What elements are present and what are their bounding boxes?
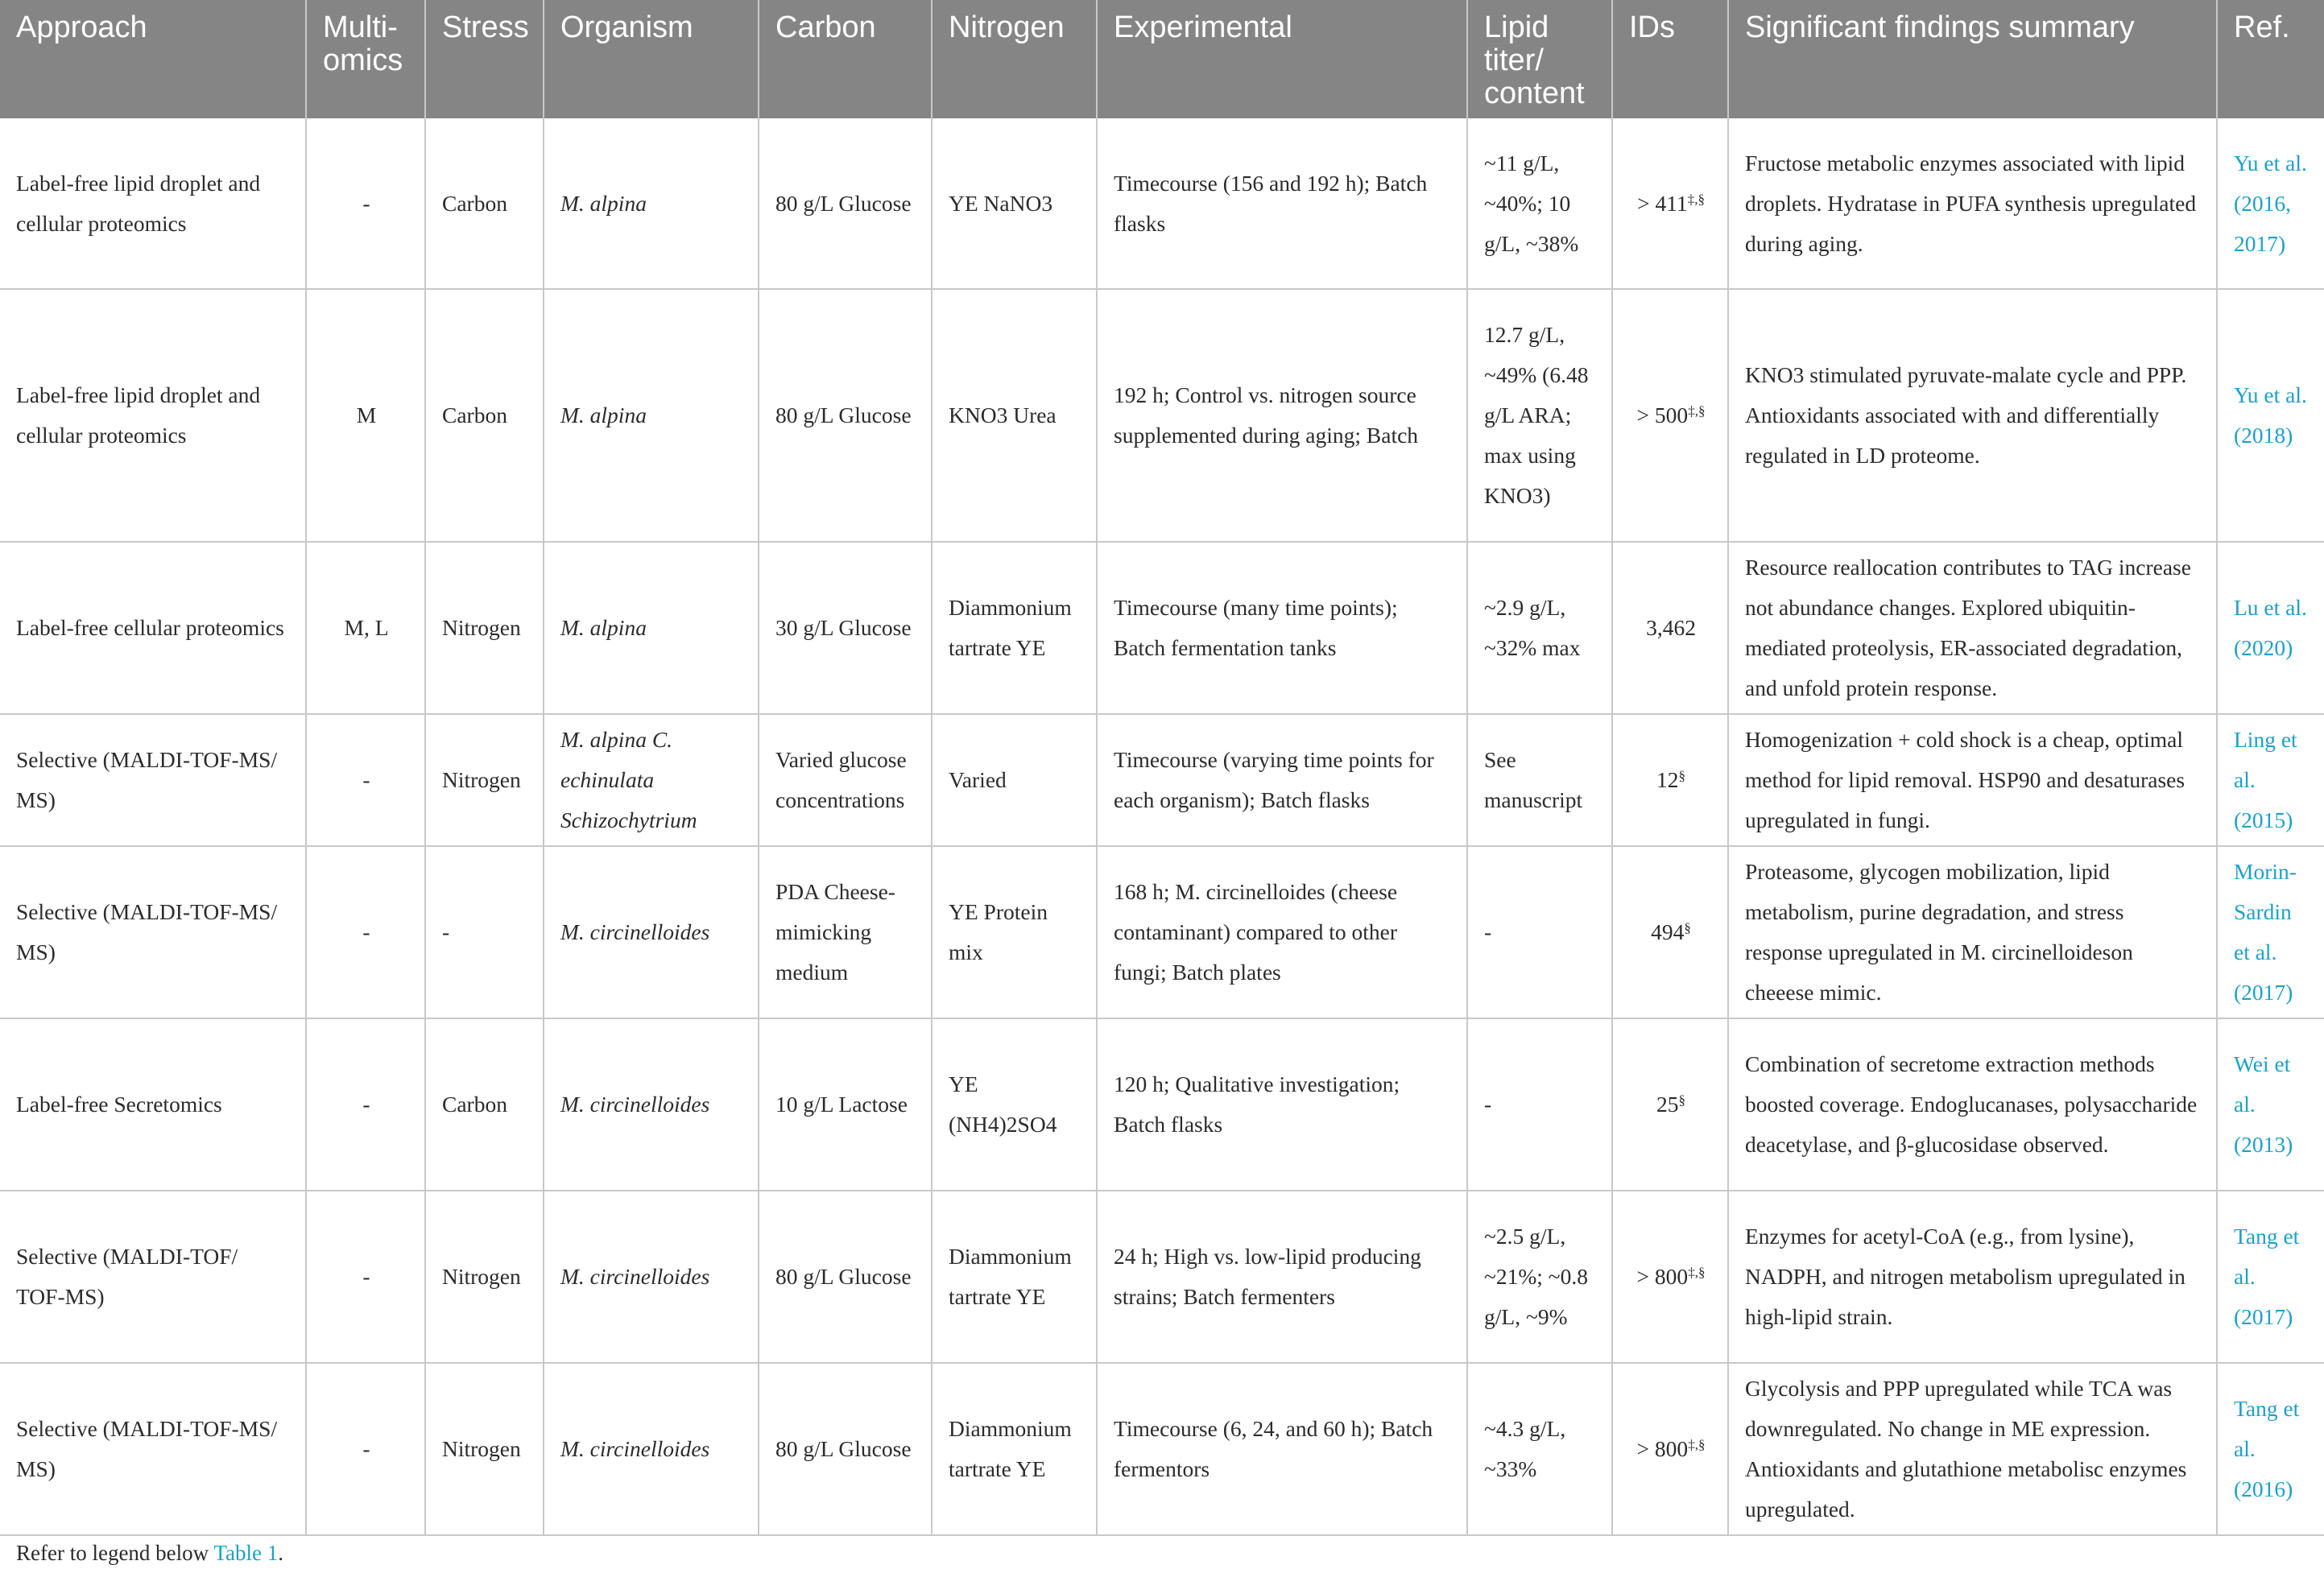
approach-cell-text: Selective (MALDI-TOF-MS/ MS) [16,899,278,964]
stress-cell [425,846,544,1018]
ids-footnote-marker: § [1678,1092,1685,1108]
findings-cell [1728,1363,2217,1535]
multi-omics-cell-text: - [362,1436,370,1461]
stress-cell-text: Carbon [442,1092,507,1117]
ref-cell[interactable] [2217,542,2324,714]
ids-cell-text: > 411 [1637,190,1688,216]
stress-cell-text: Nitrogen [442,767,521,792]
footnote-end: . [278,1541,284,1565]
lipid-cell-text: - [1484,1092,1492,1117]
nitrogen-cell [932,1191,1097,1363]
organism-cell [544,1018,759,1191]
lipid-cell [1467,1018,1612,1191]
findings-cell [1728,1191,2217,1363]
nitrogen-cell [932,1363,1097,1535]
carbon-cell-text: 80 g/L Glucose [775,403,912,427]
organism-cell-text: M. alpina [560,615,647,640]
ref-cell[interactable] [2217,118,2324,289]
table-footnote [16,1539,283,1567]
lipid-cell-text: ~11 g/L, ~40%; 10 g/L, ~38% [1484,150,1579,256]
multi-omics-cell [306,1363,425,1535]
table-row [0,714,2324,846]
ref-cell[interactable] [2217,1363,2324,1535]
stress-cell-text: - [442,919,450,944]
ids-cell-text: 494 [1651,919,1685,944]
experimental-cell [1097,542,1467,714]
findings-cell [1728,1018,2217,1191]
ref-cell[interactable] [2217,846,2324,1018]
experimental-cell-text: 24 h; High vs. low-lipid producing strains; Batch fermenters [1114,1244,1421,1309]
ref-cell[interactable] [2217,289,2324,542]
ids-cell [1612,1363,1728,1535]
table-row [0,289,2324,542]
carbon-cell [759,1191,932,1363]
ids-cell-text: > 500 [1636,403,1689,427]
carbon-cell-text: 10 g/L Lactose [775,1092,908,1117]
header-multi-omics: Multi-omics [306,0,425,118]
organism-cell [544,846,759,1018]
stress-cell-text: Nitrogen [442,615,521,640]
multi-omics-cell [306,1191,425,1363]
ids-footnote-marker: ‡,§ [1688,1437,1706,1452]
approach-cell [0,1191,306,1363]
approach-cell [0,1363,306,1535]
multi-omics-cell-text: - [362,767,370,792]
ids-cell-text: > 800 [1636,1436,1689,1461]
lipid-cell-text: See manuscript [1484,747,1583,812]
table-row [0,1363,2324,1535]
lipid-cell [1467,1363,1612,1535]
ref-cell-text: Ling et al. (2015) [2234,727,2297,832]
header-approach: Approach [0,0,306,118]
table-row [0,1018,2324,1191]
stress-cell-text: Carbon [442,190,507,216]
multi-omics-cell [306,118,425,289]
findings-cell-text: Fructose metabolic enzymes associated with lipid droplets. Hydratase in PUFA synthesis upregulated during aging. [1745,150,2197,256]
ids-cell-text: 12 [1656,767,1679,792]
findings-cell-text: KNO3 stimulated pyruvate-malate cycle and PPP. Antioxidants associated with and differentially regulated in LD proteome. [1745,362,2187,468]
findings-cell [1728,118,2217,289]
stress-cell-text: Nitrogen [442,1264,521,1289]
experimental-cell-text: Timecourse (6, 24, and 60 h); Batch fermentors [1114,1416,1433,1481]
findings-cell [1728,714,2217,846]
experimental-cell [1097,846,1467,1018]
header-row [0,0,2324,118]
carbon-cell [759,1018,932,1191]
approach-cell-text: Label-free cellular proteomics [16,615,284,640]
multi-omics-cell-text: - [362,1092,370,1117]
carbon-cell [759,542,932,714]
stress-cell [425,1018,544,1191]
ref-cell-text: Morin-Sardin et al. (2017) [2234,859,2297,1005]
ids-cell-text: 25 [1656,1092,1679,1117]
ref-cell-text: Tang et al. (2016) [2234,1396,2300,1501]
organism-cell [544,118,759,289]
organism-cell-text: M. circinelloides [560,1436,710,1461]
findings-cell-text: Proteasome, glycogen mobilization, lipid metabolism, purine degradation, and stress response upregulated in M. circinelloideson cheeese mimic. [1745,859,2133,1005]
ref-cell-text: Lu et al. (2020) [2234,595,2307,660]
multi-omics-cell [306,714,425,846]
carbon-cell-text: 80 g/L Glucose [775,1264,912,1289]
multi-omics-cell-text: - [362,919,370,944]
stress-cell [425,1363,544,1535]
lipid-cell [1467,542,1612,714]
approach-cell-text: Label-free lipid droplet and cellular proteomics [16,382,261,448]
nitrogen-cell-text: Diammonium tartrate YE [949,1416,1072,1481]
organism-cell-text: M. alpina C. echinulata Schizochytrium [560,727,697,832]
carbon-cell-text: PDA Cheese-mimicking medium [775,879,895,985]
multi-omics-cell-text: - [362,190,370,216]
ref-cell-text: Yu et al. (2016, 2017) [2234,150,2307,256]
approach-cell [0,118,306,289]
ids-cell [1612,542,1728,714]
approach-cell [0,846,306,1018]
header-organism: Organism [544,0,759,118]
ref-cell[interactable] [2217,714,2324,846]
experimental-cell [1097,1018,1467,1191]
approach-cell-text: Selective (MALDI-TOF-MS/ MS) [16,1416,278,1481]
header-findings: Significant findings summary [1728,0,2217,118]
carbon-cell [759,846,932,1018]
approach-cell [0,714,306,846]
nitrogen-cell [932,714,1097,846]
organism-cell-text: M. circinelloides [560,1264,710,1289]
stress-cell [425,1191,544,1363]
ids-cell [1612,289,1728,542]
nitrogen-cell-text: Diammonium tartrate YE [949,595,1072,660]
nitrogen-cell [932,118,1097,289]
organism-cell [544,542,759,714]
stress-cell-text: Nitrogen [442,1436,521,1461]
nitrogen-cell-text: Diammonium tartrate YE [949,1244,1072,1309]
findings-cell [1728,846,2217,1018]
lipid-cell-text: - [1484,919,1492,944]
table-row [0,846,2324,1018]
organism-cell [544,714,759,846]
ids-cell-text: > 800 [1636,1264,1689,1289]
nitrogen-cell-text: KNO3 Urea [949,403,1057,427]
carbon-cell [759,118,932,289]
experimental-cell [1097,1191,1467,1363]
multi-omics-cell [306,289,425,542]
experimental-cell-text: Timecourse (varying time points for each organism); Batch flasks [1114,747,1434,812]
nitrogen-cell-text: YE NaNO3 [949,190,1053,216]
ids-cell [1612,1018,1728,1191]
lipid-cell [1467,118,1612,289]
approach-cell-text: Label-free Secretomics [16,1092,222,1117]
lipid-cell-text: ~4.3 g/L, ~33% [1484,1416,1566,1481]
organism-cell-text: M. alpina [560,190,647,216]
lipid-cell-text: ~2.5 g/L, ~21%; ~0.8 g/L, ~9% [1484,1224,1589,1329]
nitrogen-cell-text: YE (NH4)2SO4 [949,1071,1057,1137]
organism-cell [544,1363,759,1535]
experimental-cell-text: Timecourse (many time points); Batch fermentation tanks [1114,595,1398,660]
multi-omics-cell [306,542,425,714]
lipid-cell [1467,846,1612,1018]
ids-footnote-marker: ‡,§ [1688,1265,1706,1280]
nitrogen-cell-text: YE Protein mix [949,899,1048,964]
carbon-cell-text: Varied glucose concentrations [775,747,907,812]
ids-cell [1612,846,1728,1018]
nitrogen-cell [932,542,1097,714]
ids-cell [1612,118,1728,289]
ref-cell-text: Yu et al. (2018) [2234,382,2307,448]
organism-cell [544,1191,759,1363]
ref-cell-text: Tang et al. (2017) [2234,1224,2300,1329]
ids-cell [1612,714,1728,846]
experimental-cell [1097,714,1467,846]
experimental-cell [1097,1363,1467,1535]
experimental-cell-text: Timecourse (156 and 192 h); Batch flasks [1114,170,1428,236]
table-row [0,118,2324,289]
ids-footnote-marker: ‡,§ [1687,191,1705,207]
ref-cell[interactable] [2217,1191,2324,1363]
findings-cell-text: Resource reallocation contributes to TAG increase not abundance changes. Explored ubiquitin-mediated proteolysis, ER-associated degradation, and unfold protein response. [1745,555,2191,700]
findings-cell [1728,542,2217,714]
carbon-cell-text: 80 g/L Glucose [775,1436,912,1461]
carbon-cell-text: 80 g/L Glucose [775,190,912,216]
approach-cell-text: Selective (MALDI-TOF/ TOF-MS) [16,1244,238,1309]
multi-omics-cell-text: M, L [344,615,389,640]
stress-cell [425,542,544,714]
organism-cell-text: M. alpina [560,403,647,427]
lipid-cell [1467,714,1612,846]
stress-cell [425,289,544,542]
findings-cell-text: Glycolysis and PPP upregulated while TCA was downregulated. No change in ME expression. Antioxidants and glutathione metabolisc enzymes upregulated. [1745,1376,2187,1522]
approach-cell-text: Label-free lipid droplet and cellular proteomics [16,170,261,236]
findings-cell-text: Enzymes for acetyl-CoA (e.g., from lysine), NADPH, and nitrogen metabolism upregulated in high-lipid strain. [1745,1224,2185,1329]
carbon-cell [759,289,932,542]
stress-cell [425,714,544,846]
ids-footnote-marker: § [1678,768,1685,783]
header-carbon: Carbon [759,0,932,118]
approach-cell [0,542,306,714]
ids-footnote-marker: § [1684,920,1691,935]
table-row [0,542,2324,714]
nitrogen-cell [932,289,1097,542]
lipid-cell [1467,1191,1612,1363]
stress-cell-text: Carbon [442,403,507,427]
organism-cell [544,289,759,542]
stress-cell [425,118,544,289]
table-row [0,1191,2324,1363]
header-experimental: Experimental [1097,0,1467,118]
ref-cell[interactable] [2217,1018,2324,1191]
multi-omics-cell [306,846,425,1018]
experimental-cell [1097,289,1467,542]
experimental-cell [1097,118,1467,289]
carbon-cell [759,1363,932,1535]
header-lipid: Lipid titer/ content [1467,0,1612,118]
nitrogen-cell-text: Varied [949,767,1007,792]
footnote-text: Refer to legend below [16,1541,214,1565]
ids-cell [1612,1191,1728,1363]
ids-footnote-marker: ‡,§ [1688,403,1706,419]
nitrogen-cell [932,1018,1097,1191]
lipid-cell [1467,289,1612,542]
header-stress: Stress [425,0,544,118]
experimental-cell-text: 168 h; M. circinelloides (cheese contaminant) compared to other fungi; Batch plates [1114,879,1398,985]
findings-cell [1728,289,2217,542]
organism-cell-text: M. circinelloides [560,919,710,944]
ref-cell-text: Wei et al. (2013) [2234,1051,2293,1157]
approach-cell [0,289,306,542]
approach-cell-text: Selective (MALDI-TOF-MS/ MS) [16,747,278,812]
findings-cell-text: Homogenization + cold shock is a cheap, optimal method for lipid removal. HSP90 and desaturases upregulated in fungi. [1745,727,2185,832]
experimental-cell-text: 192 h; Control vs. nitrogen source supplemented during aging; Batch [1114,382,1419,448]
header-ids: IDs [1612,0,1728,118]
nitrogen-cell [932,846,1097,1018]
lipid-cell-text: 12.7 g/L, ~49% (6.48 g/L ARA; max using KNO3) [1484,322,1589,508]
experimental-cell-text: 120 h; Qualitative investigation; Batch flasks [1114,1071,1400,1137]
table-1-link[interactable]: Table 1 [213,1541,279,1565]
header-nitrogen: Nitrogen [932,0,1097,118]
multi-omics-cell-text: M [356,403,377,427]
approach-cell [0,1018,306,1191]
multi-omics-cell [306,1018,425,1191]
ids-cell-text: 3,462 [1646,615,1696,640]
multi-omics-cell-text: - [362,1264,370,1289]
carbon-cell [759,714,932,846]
carbon-cell-text: 30 g/L Glucose [775,615,912,640]
organism-cell-text: M. circinelloides [560,1092,710,1117]
findings-cell-text: Combination of secretome extraction methods boosted coverage. Endoglucanases, polysaccharide deacetylase, and β-glucosidase observed. [1745,1051,2198,1157]
header-ref: Ref. [2217,0,2324,118]
lipid-cell-text: ~2.9 g/L, ~32% max [1484,595,1581,660]
